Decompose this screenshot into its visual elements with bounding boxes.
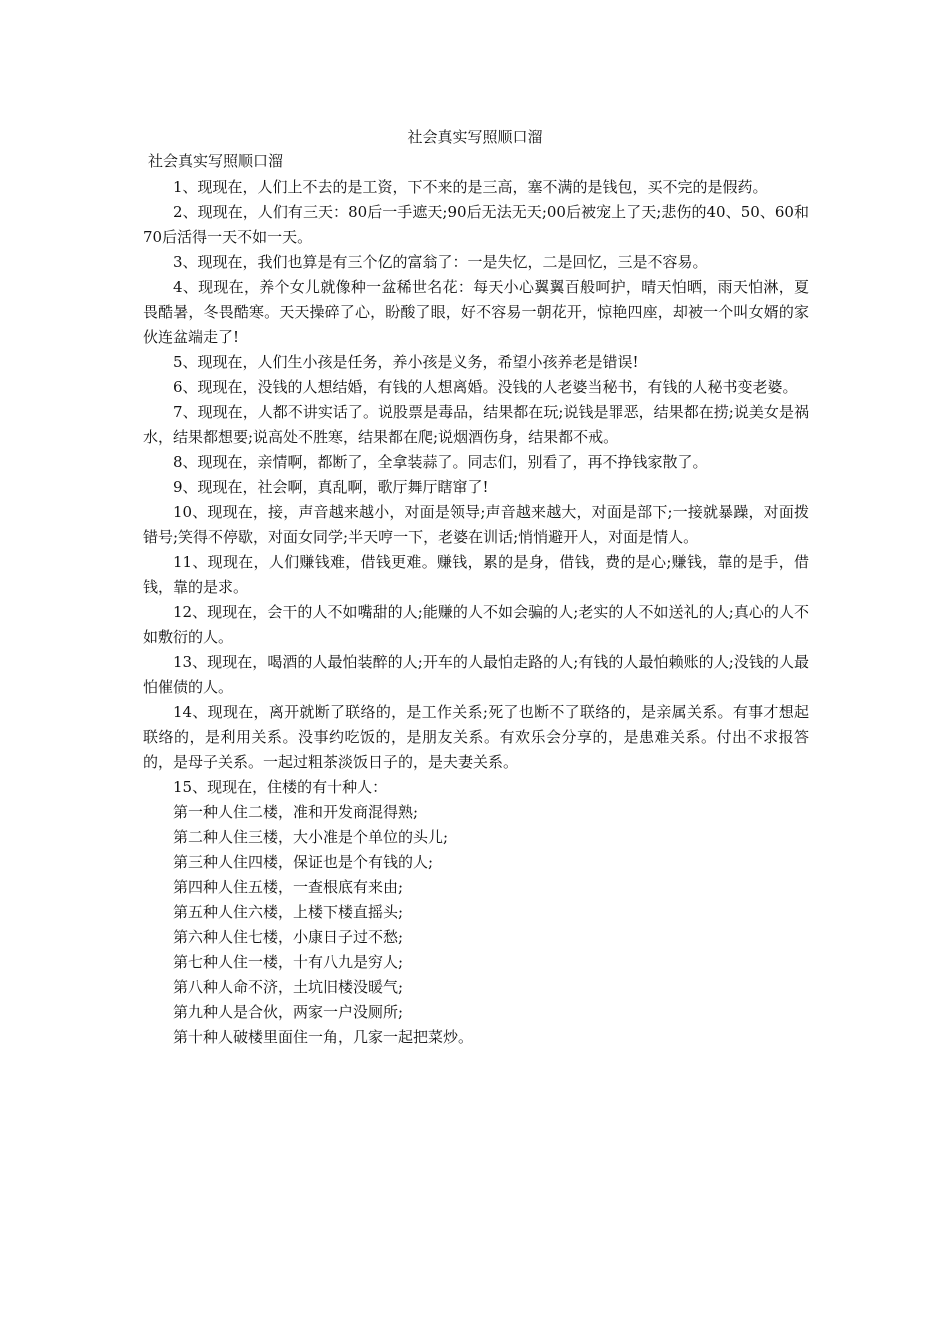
- paragraph: 11、现现在，人们赚钱难，借钱更难。赚钱，累的是身，借钱，费的是心;赚钱，靠的是手，借钱，靠的是求。: [143, 553, 809, 596]
- paragraph: 2、现现在，人们有三天：80后一手遮天;90后无法无天;00后被宠上了天;悲伤的40、50、60和70后活得一天不如一天。: [143, 203, 809, 246]
- paragraph: 6、现现在，没钱的人想结婚，有钱的人想离婚。没钱的人老婆当秘书，有钱的人秘书变老婆。: [173, 378, 798, 396]
- paragraph: 5、现现在，人们生小孩是任务，养小孩是义务，希望小孩养老是错误!: [173, 353, 639, 371]
- list-item: 第八种人命不济，土坑旧楼没暖气;: [173, 978, 404, 996]
- paragraph: 7、现现在，人都不讲实话了。说股票是毒品，结果都在玩;说钱是罪恶，结果都在捞;说美女是祸水，结果都想要;说高处不胜寒，结果都在爬;说烟酒伤身，结果都不戒。: [143, 403, 809, 446]
- paragraph: 13、现现在，喝酒的人最怕装醉的人;开车的人最怕走路的人;有钱的人最怕赖账的人;没钱的人最怕催债的人。: [143, 653, 809, 696]
- paragraph: 14、现现在，离开就断了联络的，是工作关系;死了也断不了联络的，是亲属关系。有事才想起联络的，是利用关系。没事约吃饭的，是朋友关系。有欢乐会分享的，是患难关系。付出不求报答的，是母子关系。一起过粗茶淡饭日子的，是夫妻关系。: [143, 703, 809, 771]
- paragraph: 10、现现在，接，声音越来越小，对面是领导;声音越来越大，对面是部下;一接就暴躁，对面拨错号;笑得不停歇，对面女同学;半天哼一下，老婆在训话;悄悄避开人，对面是情人。: [143, 503, 809, 546]
- list-item: 第七种人住一楼，十有八九是穷人;: [173, 953, 404, 971]
- paragraph: 3、现现在，我们也算是有三个亿的富翁了：一是失忆，二是回忆，三是不容易。: [173, 253, 708, 271]
- paragraph: 4、现现在，养个女儿就像种一盆稀世名花：每天小心翼翼百般呵护，晴天怕晒，雨天怕淋，夏畏酷暑，冬畏酷寒。天天操碎了心，盼酸了眼，好不容易一朝花开，惊艳四座，却被一个叫女婿的家伙连盆端走了!: [143, 278, 809, 346]
- list-item: 第九种人是合伙，两家一户没厕所;: [173, 1003, 404, 1021]
- paragraph: 12、现现在，会干的人不如嘴甜的人;能赚的人不如会骗的人;老实的人不如送礼的人;真心的人不如敷衍的人。: [143, 603, 809, 646]
- document-body: [143, 175, 809, 1050]
- paragraph: 9、现现在，社会啊，真乱啊，歌厅舞厅瞎窜了!: [173, 478, 489, 496]
- list-item: 第六种人住七楼，小康日子过不愁;: [173, 928, 404, 946]
- document-subtitle: 社会真实写照顺口溜: [148, 152, 284, 170]
- paragraph: 1、现现在，人们上不去的是工资，下不来的是三高，塞不满的是钱包，买不完的是假药。: [173, 178, 768, 196]
- document-title: 社会真实写照顺口溜: [407, 128, 543, 146]
- paragraph: 15、现现在，住楼的有十种人：: [173, 778, 388, 796]
- list-item: 第二种人住三楼，大小准是个单位的头儿;: [173, 828, 449, 846]
- list-item: 第五种人住六楼，上楼下楼直摇头;: [173, 903, 404, 921]
- list-item: 第四种人住五楼，一查根底有来由;: [173, 878, 404, 896]
- list-item: 第一种人住二楼，准和开发商混得熟;: [173, 803, 419, 821]
- paragraph: 8、现现在，亲情啊，都断了，全拿装蒜了。同志们，别看了，再不挣钱家散了。: [173, 453, 708, 471]
- list-item: 第十种人破楼里面住一角，几家一起把菜炒。: [173, 1028, 474, 1046]
- list-item: 第三种人住四楼，保证也是个有钱的人;: [173, 853, 434, 871]
